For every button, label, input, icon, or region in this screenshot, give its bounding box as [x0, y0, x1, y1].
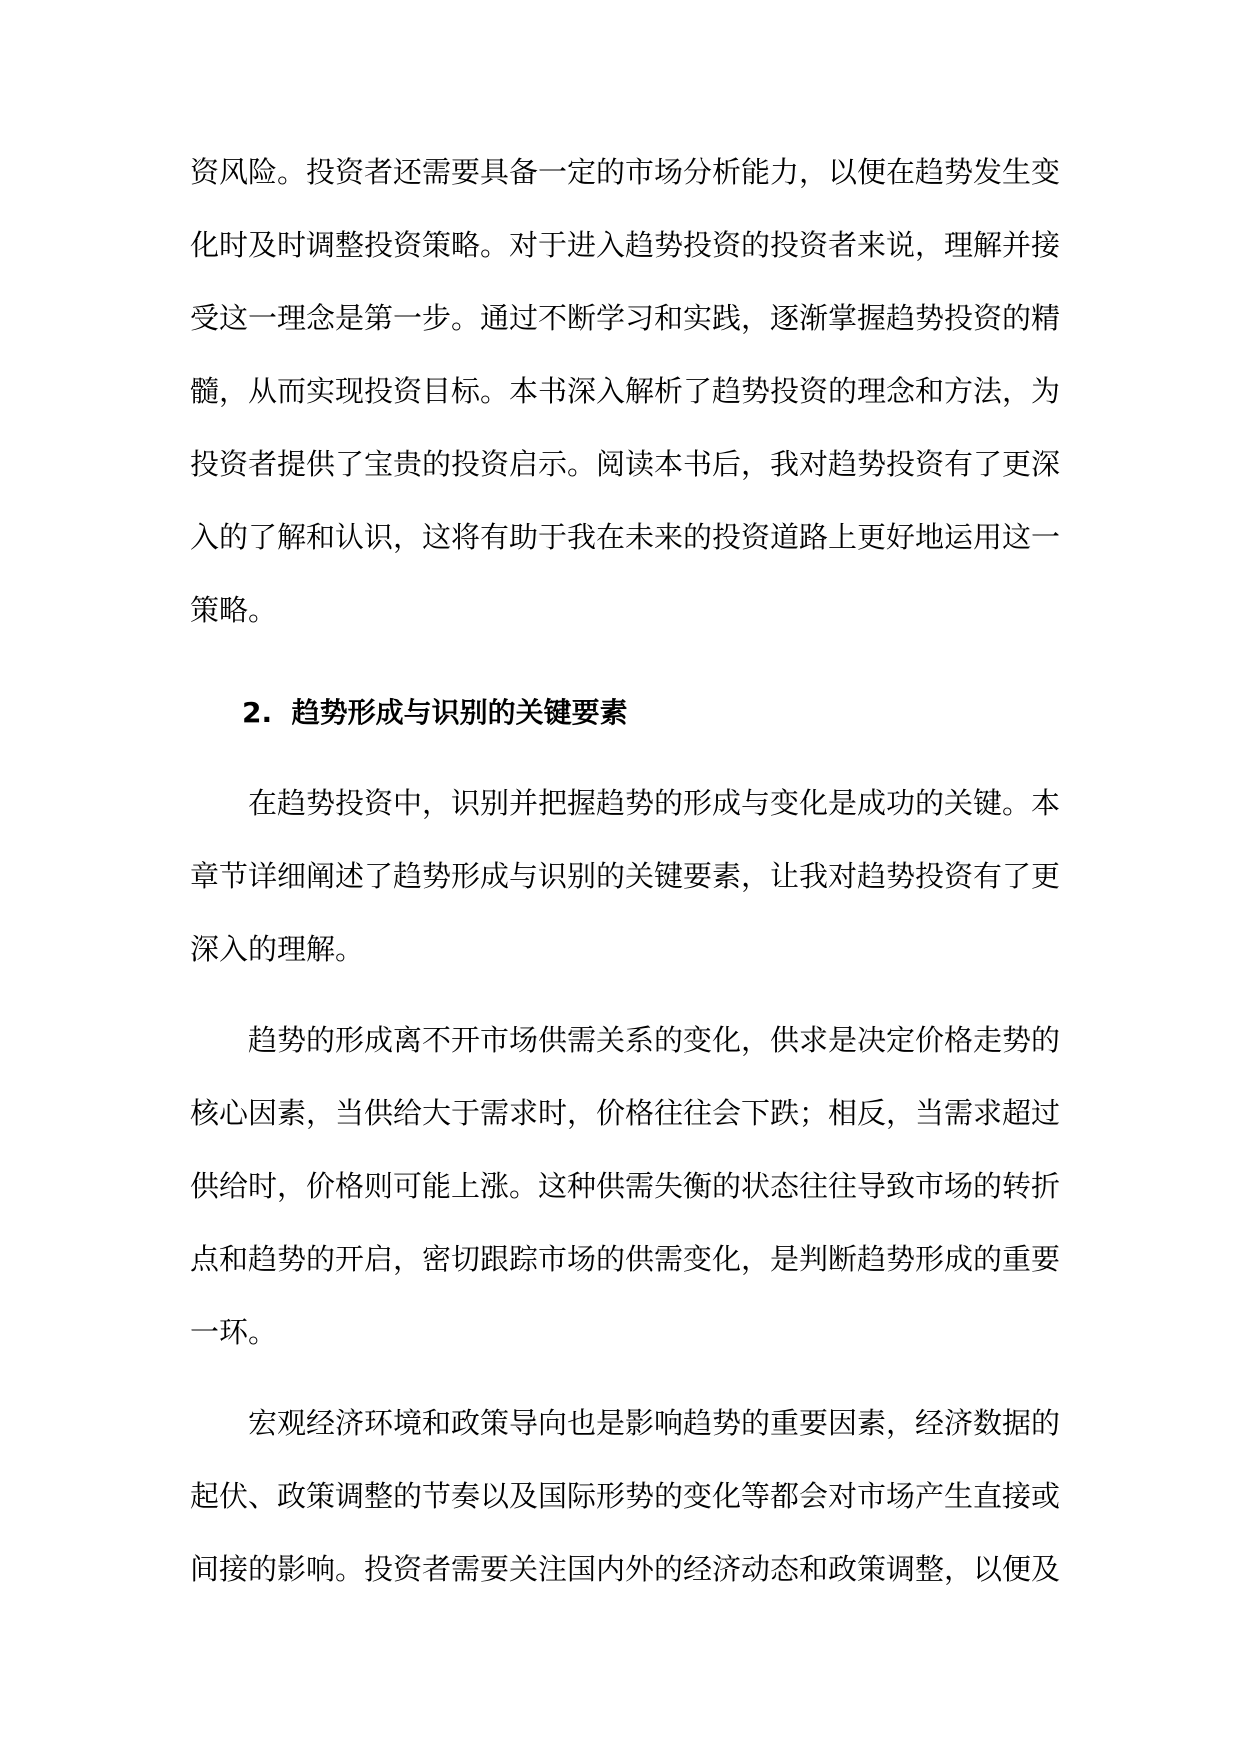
text-line: 点和趋势的开启，密切跟踪市场的供需变化，是判断趋势形成的重要	[190, 1242, 1061, 1276]
text-line: 供给时，价格则可能上涨。这种供需失衡的状态往往导致市场的转折	[190, 1169, 1061, 1203]
text-line: 髓，从而实现投资目标。本书深入解析了趋势投资的理念和方法，为	[190, 374, 1061, 408]
text-line: 化时及时调整投资策略。对于进入趋势投资的投资者来说，理解并接	[190, 228, 1061, 262]
text-line: 策略。	[190, 593, 278, 627]
text-line: 资风险。投资者还需要具备一定的市场分析能力，以便在趋势发生变	[190, 155, 1061, 189]
text-line: 趋势的形成离不开市场供需关系的变化，供求是决定价格走势的	[248, 1023, 1061, 1057]
text-line: 深入的理解。	[190, 932, 365, 966]
text-line: 在趋势投资中，识别并把握趋势的形成与变化是成功的关键。本	[248, 786, 1061, 820]
text-line: 起伏、政策调整的节奏以及国际形势的变化等都会对市场产生直接或	[190, 1479, 1061, 1513]
text-line: 章节详细阐述了趋势形成与识别的关键要素，让我对趋势投资有了更	[190, 859, 1061, 893]
section-title: 趋势形成与识别的关键要素	[291, 696, 628, 729]
paragraph	[190, 1011, 1061, 1376]
text-line: 核心因素，当供给大于需求时，价格往往会下跌；相反，当需求超过	[190, 1096, 1061, 1130]
text-line: 投资者提供了宝贵的投资启示。阅读本书后，我对趋势投资有了更深	[190, 447, 1061, 481]
text-line: 入的了解和认识，这将有助于我在未来的投资道路上更好地运用这一	[190, 520, 1061, 554]
page-body	[190, 143, 1061, 1613]
text-line: 一环。	[190, 1315, 278, 1349]
text-line: 间接的影响。投资者需要关注国内外的经济动态和政策调整，以便及	[190, 1552, 1061, 1586]
paragraph	[190, 1394, 1061, 1613]
text-line: 宏观经济环境和政策导向也是影响趋势的重要因素，经济数据的	[248, 1406, 1061, 1440]
section-heading	[190, 684, 1053, 774]
paragraph	[190, 774, 1061, 993]
text-line: 受这一理念是第一步。通过不断学习和实践，逐渐掌握趋势投资的精	[190, 301, 1061, 335]
section-number: 2.	[242, 696, 273, 729]
paragraph-continuation	[190, 143, 1061, 654]
